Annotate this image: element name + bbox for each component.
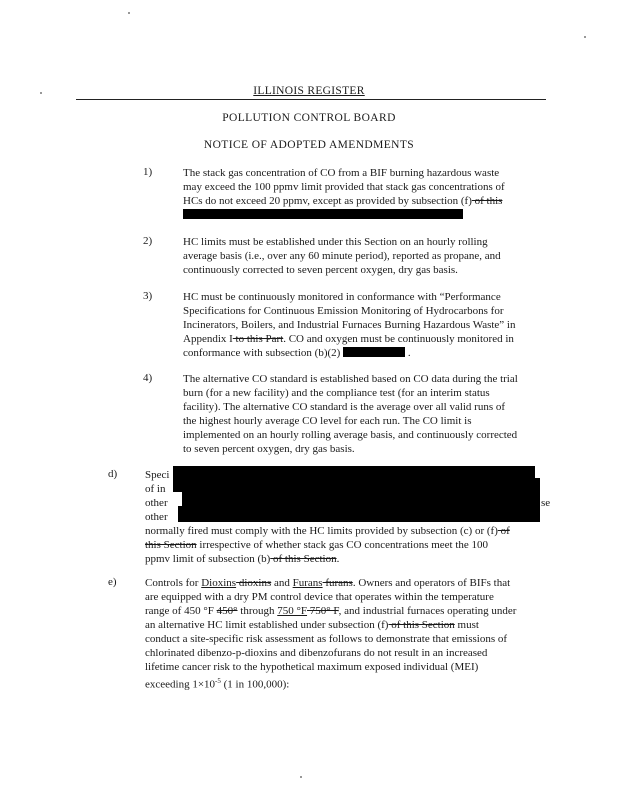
paragraph-item-3 bbox=[183, 290, 553, 360]
deleted-text: 750° F bbox=[307, 605, 339, 617]
register-title: ILLINOIS REGISTER bbox=[253, 85, 365, 97]
text-run: must bbox=[454, 619, 479, 631]
text-line: Incinerators, Boilers, and Industrial Furnaces Burning Hazardous Waste” in bbox=[183, 319, 516, 331]
text-line bbox=[183, 194, 553, 208]
text-line bbox=[145, 618, 570, 632]
redaction-bar bbox=[183, 209, 463, 219]
text-run: exceeding 1×10 bbox=[145, 678, 216, 691]
text-run: conformance with subsection (b)(2) bbox=[183, 347, 341, 359]
paragraph-item-e bbox=[145, 576, 570, 692]
text-line: may exceed the 100 ppmv limit provided that stack gas concentrations of bbox=[183, 181, 505, 193]
item-number: d) bbox=[108, 468, 118, 480]
text-run: Speci bbox=[145, 469, 170, 481]
text-line bbox=[145, 576, 570, 590]
deleted-text: dioxins bbox=[236, 577, 272, 589]
text-run: Appendix I bbox=[183, 333, 233, 345]
redaction-block bbox=[173, 466, 535, 478]
inserted-text: Dioxins bbox=[201, 577, 237, 589]
item-number: 2) bbox=[143, 235, 153, 247]
text-run: range of 450 °F bbox=[145, 605, 217, 617]
deleted-text: of this Section bbox=[270, 553, 337, 565]
text-run: an alternative HC limit established under subsection (f) bbox=[145, 619, 389, 631]
text-run: HCs do not exceed 20 ppmv, except as provided by subsection (f) bbox=[183, 195, 472, 207]
scan-speck bbox=[300, 776, 302, 778]
exponent: -5 bbox=[215, 677, 221, 685]
redaction-bar bbox=[343, 347, 405, 357]
notice-title: NOTICE OF ADOPTED AMENDMENTS bbox=[203, 139, 415, 151]
paragraph-item-2 bbox=[183, 235, 553, 277]
text-line: burn (for a new facility) and the compliance test (for an interim status bbox=[183, 387, 490, 399]
text-line: The stack gas concentration of CO from a BIF burning hazardous waste bbox=[183, 167, 500, 179]
board-title: POLLUTION CONTROL BOARD bbox=[222, 112, 396, 124]
deleted-text: of this Section bbox=[388, 619, 455, 631]
text-line: are equipped with a dry PM control device that operates within the temperature bbox=[145, 591, 494, 603]
text-line: implemented on an hourly rolling average basis, and continuously corrected bbox=[183, 429, 518, 441]
text-run: and bbox=[271, 577, 293, 589]
text-line: Specifications for Continuous Emission Monitoring of Hydrocarbons for bbox=[183, 305, 504, 317]
paragraph-item-4 bbox=[183, 372, 555, 456]
text-line bbox=[145, 524, 565, 538]
text-line: HC limits must be established under this Section on an hourly rolling bbox=[183, 236, 488, 248]
text-line: the highest hourly average CO level for each run. The CO limit is bbox=[183, 415, 472, 427]
inserted-text: 750 °F bbox=[277, 605, 308, 617]
text-line: HC must be continuously monitored in conformance with “Performance bbox=[183, 291, 501, 303]
text-line: chlorinated dibenzo-p-dioxins and dibenzofurans do not result in an increased bbox=[145, 647, 488, 659]
text-line bbox=[183, 208, 553, 222]
item-number: e) bbox=[108, 576, 117, 588]
text-run: (1 in 100,000): bbox=[220, 678, 290, 691]
text-run: through bbox=[237, 605, 278, 617]
deleted-text: 450° bbox=[216, 605, 238, 617]
text-line bbox=[145, 552, 565, 566]
text-run: . CO and oxygen must be continuously monitored in bbox=[283, 333, 514, 345]
text-run: Controls for bbox=[145, 577, 202, 589]
item-number: 4) bbox=[143, 372, 153, 384]
text-run: irrespective of whether stack gas CO concentrations meet the 100 bbox=[196, 539, 489, 551]
text-run: of in bbox=[145, 483, 166, 495]
deleted-text: of this bbox=[471, 195, 503, 207]
scan-speck bbox=[584, 36, 586, 38]
redaction-block bbox=[178, 506, 540, 522]
text-line bbox=[183, 332, 553, 346]
deleted-text: furans bbox=[322, 577, 353, 589]
text-line: conformance with subsection (b)(2) . bbox=[183, 347, 411, 359]
text-line: to seven percent oxygen, dry gas basis. bbox=[183, 443, 355, 455]
scan-speck bbox=[128, 12, 130, 14]
text-line: average basis (i.e., over any 60 minute period), reported as propane, and bbox=[183, 250, 501, 262]
text-run: normally fired must comply with the HC limits provided by subsection (c) or (f) bbox=[145, 525, 498, 537]
text-line: continuously corrected to seven percent oxygen, dry gas basis. bbox=[183, 264, 458, 276]
deleted-text: of bbox=[497, 525, 510, 537]
inserted-text: Furans bbox=[292, 577, 323, 589]
text-run: other bbox=[145, 497, 168, 509]
deleted-text: to this Part bbox=[232, 333, 284, 345]
text-run: other bbox=[145, 511, 168, 523]
deleted-text: this Section bbox=[145, 539, 197, 551]
text-line bbox=[145, 604, 570, 618]
text-line: lifetime cancer risk to the hypothetical maximum exposed individual (MEI) bbox=[145, 661, 479, 673]
text-line bbox=[145, 538, 565, 552]
text-run: . Owners and operators of BIFs that bbox=[352, 577, 511, 589]
text-line bbox=[145, 674, 570, 692]
text-run: . bbox=[336, 553, 340, 565]
text-run: se bbox=[541, 497, 551, 509]
item-number: 1) bbox=[143, 166, 153, 178]
paragraph-item-1 bbox=[183, 166, 553, 222]
text-run: , and industrial furnaces operating under bbox=[338, 605, 517, 617]
item-number: 3) bbox=[143, 290, 153, 302]
text-line: The alternative CO standard is established based on CO data during the trial bbox=[183, 373, 518, 385]
text-run: ppmv limit of subsection (b) bbox=[145, 553, 271, 565]
text-line: facility). The alternative CO standard is the average over all valid runs of bbox=[183, 401, 506, 413]
text-line: conduct a site-specific risk assessment as follows to demonstrate that emissions of bbox=[145, 633, 508, 645]
header-rule bbox=[76, 99, 546, 100]
